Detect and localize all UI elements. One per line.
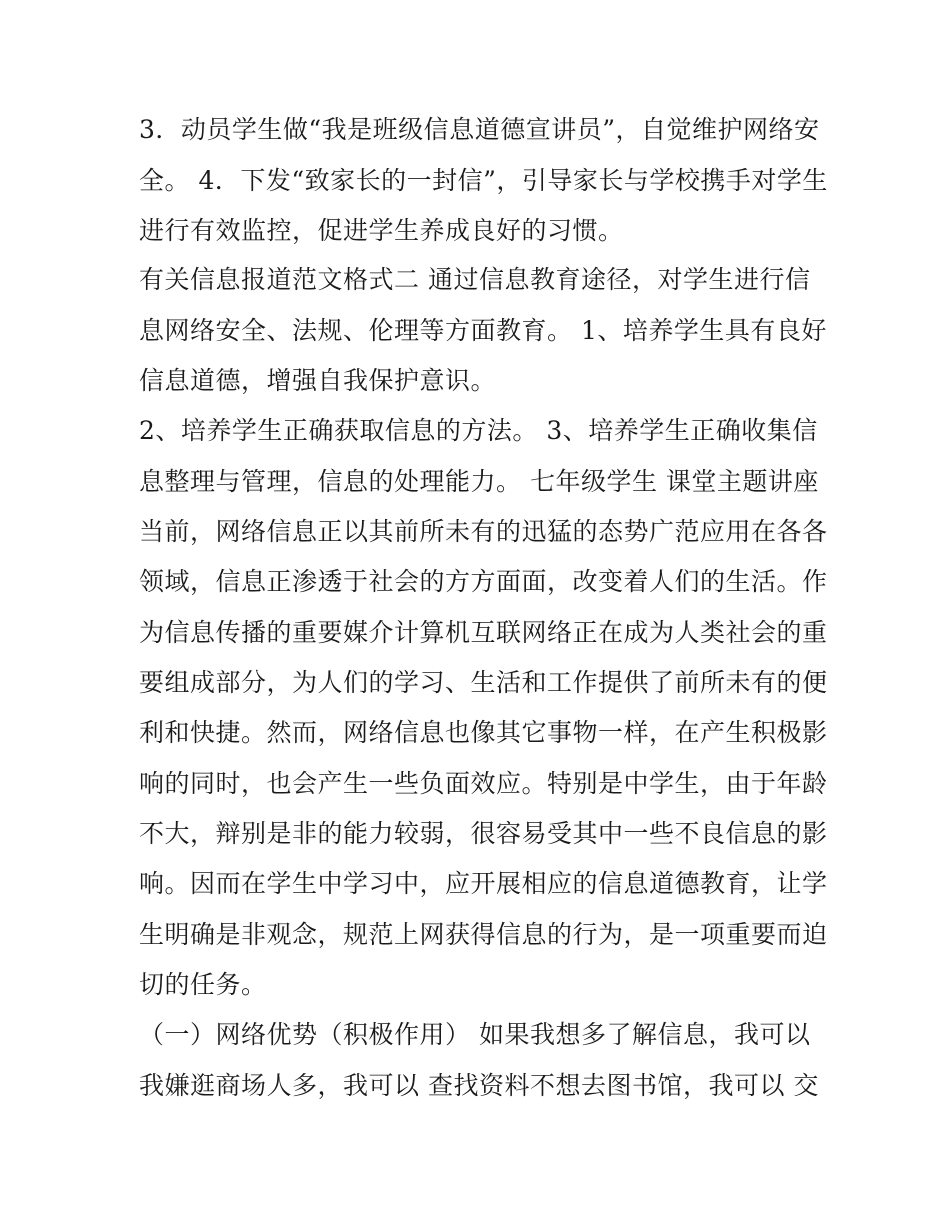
text-line: 有关信息报道范文格式二 通过信息教育途径，对学生进行信 [139, 265, 811, 294]
text-line: 响的同时，也会产生一些负面效应。特别是中学生，由于年龄 [139, 769, 828, 798]
text-line: 我嫌逛商场人多，我可以 查找资料不想去图书馆，我可以 交 [139, 1071, 819, 1100]
text-line: 当前，网络信息正以其前所未有的迅猛的态势广范应用在各各 [139, 517, 828, 546]
text-line: 利和快捷。然而，网络信息也像其它事物一样，在产生积极影 [139, 718, 828, 747]
text-line: 不大，辩别是非的能力较弱，很容易受其中一些不良信息的影 [139, 819, 828, 848]
text-line: 领域，信息正渗透于社会的方方面面，改变着人们的生活。作 [139, 567, 828, 596]
text-line: 信息道德，增强自我保护意识。 [139, 366, 497, 395]
text-line: 息网络安全、法规、伦理等方面教育。 1、培养学生具有良好 [139, 316, 827, 345]
text-line: 进行有效监控，促进学生养成良好的习惯。 [139, 216, 624, 245]
text-line: 3．动员学生做“我是班级信息道德宣讲员”，自觉维护网络安 [139, 115, 820, 144]
text-line: 为信息传播的重要媒介计算机互联网络正在成为人类社会的重 [139, 618, 828, 647]
text-line: （一）网络优势（积极作用） 如果我想多了解信息，我可以 [139, 1020, 811, 1049]
text-line: 2、培养学生正确获取信息的方法。 3、培养学生正确收集信 [139, 416, 818, 445]
text-line: 全。 4．下发“致家长的一封信”，引导家长与学校携手对学生 [139, 166, 828, 195]
text-line: 息整理与管理，信息的处理能力。 七年级学生 课堂主题讲座 [139, 467, 819, 496]
text-line: 响。因而在学生中学习中，应开展相应的信息道德教育，让学 [139, 869, 828, 898]
text-line: 生明确是非观念，规范上网获得信息的行为，是一项重要而迫 [139, 920, 828, 949]
text-line: 切的任务。 [139, 970, 267, 999]
text-line: 要组成部分，为人们的学习、生活和工作提供了前所未有的便 [139, 668, 828, 697]
